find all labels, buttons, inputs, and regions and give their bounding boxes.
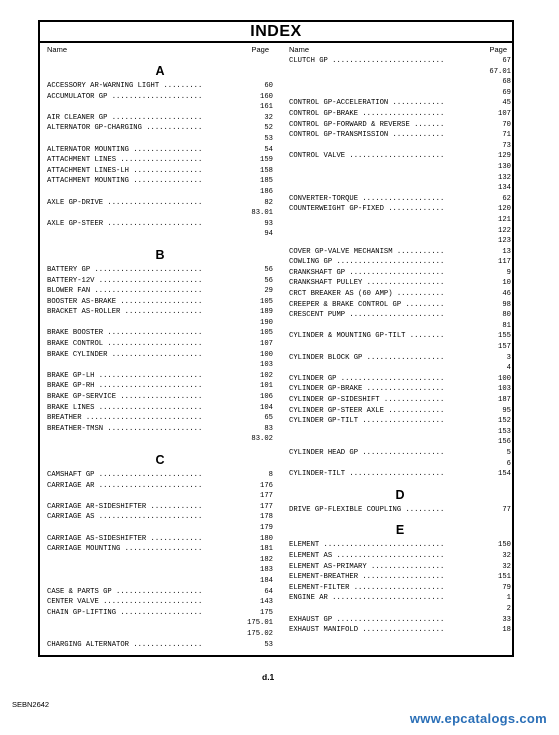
entry-page: 123 xyxy=(498,237,511,246)
name-header: Name xyxy=(47,45,68,54)
column-header xyxy=(289,44,511,56)
entry-page: 79 xyxy=(502,583,511,592)
entry-page: 175.02 xyxy=(247,629,273,638)
entry-name: COWLING GP ......................... xyxy=(289,258,445,267)
entry-name: CYLINDER GP-BRAKE .................. xyxy=(289,385,445,394)
entry-page: 132 xyxy=(498,173,511,182)
entry-page: 106 xyxy=(260,393,273,402)
entry-page: 122 xyxy=(498,226,511,235)
entry-page: 83.02 xyxy=(251,435,273,444)
entry-name: CASE & PARTS GP .................... xyxy=(47,587,203,596)
index-entry xyxy=(47,381,273,392)
entry-name: ALTERNATOR GP-CHARGING ............. xyxy=(47,124,203,133)
entry-page: 157 xyxy=(498,343,511,352)
entry-name: AXLE GP-DRIVE ...................... xyxy=(47,198,203,207)
entry-name: CYLINDER GP ........................ xyxy=(289,374,445,383)
index-entry xyxy=(289,56,511,67)
entry-name: ATTACHMENT LINES ................... xyxy=(47,156,203,165)
index-entry xyxy=(47,629,273,640)
index-entry xyxy=(47,229,273,240)
entry-name: EXHAUST MANIFOLD ................... xyxy=(289,626,445,635)
entry-name: DRIVE GP-FLEXIBLE COUPLING ......... xyxy=(289,505,445,514)
index-entry xyxy=(289,278,511,289)
index-entry xyxy=(47,544,273,555)
entry-page: 62 xyxy=(502,194,511,203)
entry-page: 29 xyxy=(264,287,273,296)
entry-page: 33 xyxy=(502,615,511,624)
page-number: d.1 xyxy=(262,672,275,682)
entry-page: 182 xyxy=(260,555,273,564)
entry-page: 152 xyxy=(498,417,511,426)
entry-name: CONTROL GP-ACCELERATION ............ xyxy=(289,99,445,108)
entry-page: 180 xyxy=(260,534,273,543)
entry-page: 5 xyxy=(506,448,511,457)
index-entry xyxy=(289,469,511,480)
entry-page: 100 xyxy=(498,374,511,383)
index-entry xyxy=(289,505,511,516)
entry-page: 151 xyxy=(498,573,511,582)
entry-page: 52 xyxy=(264,124,273,133)
index-entry xyxy=(47,318,273,329)
index-frame xyxy=(38,20,514,657)
entry-page: 56 xyxy=(264,276,273,285)
entry-name: BLOWER FAN ......................... xyxy=(47,287,203,296)
entry-name: CAMSHAFT GP ........................ xyxy=(47,471,203,479)
entry-name: CONTROL GP-FORWARD & REVERSE ....... xyxy=(289,120,445,129)
entry-page: 60 xyxy=(264,82,273,90)
index-entry xyxy=(47,392,273,403)
entry-name: BREATHER ........................... xyxy=(47,414,203,423)
entry-name: ALTERNATOR MOUNTING ................ xyxy=(47,145,203,154)
entry-name: ELEMENT-BREATHER ................... xyxy=(289,573,445,582)
entry-name: ELEMENT AS ......................... xyxy=(289,551,445,560)
entry-name: CRESCENT PUMP ...................... xyxy=(289,311,445,320)
index-entry xyxy=(47,470,273,481)
index-entry xyxy=(289,173,511,184)
entry-name: CARRIAGE MOUNTING .................. xyxy=(47,545,203,554)
entry-page: 177 xyxy=(260,502,273,511)
entry-name: BRAKE LINES ........................ xyxy=(47,403,203,412)
index-entry xyxy=(289,109,511,120)
index-entry xyxy=(289,204,511,215)
index-entry xyxy=(289,625,511,636)
index-entry xyxy=(47,555,273,566)
entry-page: 183 xyxy=(260,566,273,575)
entry-name: BRAKE CYLINDER ..................... xyxy=(47,350,203,359)
entry-name: ACCESSORY AR-WARNING LIGHT ......... xyxy=(47,82,203,90)
entry-page: 177 xyxy=(260,492,273,501)
index-entry xyxy=(289,215,511,226)
entry-page: 121 xyxy=(498,215,511,224)
entry-page: 156 xyxy=(498,438,511,447)
entry-page: 67.01 xyxy=(489,67,511,76)
entry-name: EXHAUST GP ......................... xyxy=(289,615,445,624)
index-entry xyxy=(47,113,273,124)
index-entry xyxy=(47,502,273,513)
index-entry xyxy=(289,384,511,395)
index-entry xyxy=(289,321,511,332)
index-entry xyxy=(289,247,511,258)
entry-name: CYLINDER BLOCK GP .................. xyxy=(289,353,445,362)
entry-name: CHAIN GP-LIFTING ................... xyxy=(47,608,203,617)
entry-name: ATTACHMENT MOUNTING ................ xyxy=(47,177,203,186)
index-column-left xyxy=(47,44,273,650)
entry-name: BOOSTER AS-BRAKE ................... xyxy=(47,297,203,306)
entry-page: 56 xyxy=(264,265,273,274)
index-entry xyxy=(47,565,273,576)
entry-page: 2 xyxy=(506,604,511,613)
entry-name: CYLINDER GP-TILT ................... xyxy=(289,417,445,426)
entry-page: 67 xyxy=(502,57,511,65)
entry-page: 107 xyxy=(498,109,511,118)
index-entry xyxy=(47,286,273,297)
index-entry xyxy=(289,572,511,583)
entry-name: CRANKSHAFT GP ...................... xyxy=(289,268,445,277)
entry-page: 83 xyxy=(264,424,273,433)
entry-page: 32 xyxy=(264,113,273,122)
index-entry xyxy=(47,512,273,523)
entry-page: 153 xyxy=(498,427,511,436)
entry-page: 98 xyxy=(502,300,511,309)
index-entry xyxy=(47,145,273,156)
section-letter: D xyxy=(395,487,405,502)
entry-page: 8 xyxy=(268,471,273,479)
entry-page: 158 xyxy=(260,166,273,175)
entry-name: CARRIAGE AR ........................ xyxy=(47,481,203,490)
entry-page: 68 xyxy=(502,78,511,87)
index-entry xyxy=(289,583,511,594)
entry-page: 159 xyxy=(260,156,273,165)
index-entry xyxy=(47,424,273,435)
index-entry xyxy=(47,307,273,318)
index-list-right xyxy=(289,56,511,636)
entry-page: 65 xyxy=(264,414,273,423)
entry-name: CONVERTER-TORQUE ................... xyxy=(289,194,445,203)
index-entry xyxy=(289,437,511,448)
entry-name: CARRIAGE AR-SIDESHIFTER ............ xyxy=(47,502,203,511)
index-entry xyxy=(47,166,273,177)
entry-name: BRACKET AS-ROLLER .................. xyxy=(47,308,203,317)
entry-page: 100 xyxy=(260,350,273,359)
index-entry xyxy=(47,265,273,276)
index-entry xyxy=(289,353,511,364)
index-entry xyxy=(289,130,511,141)
index-entry xyxy=(47,608,273,619)
entry-name: CONTROL GP-TRANSMISSION ............ xyxy=(289,131,445,140)
entry-page: 18 xyxy=(502,626,511,635)
entry-page: 54 xyxy=(264,145,273,154)
entry-page: 82 xyxy=(264,198,273,207)
entry-page: 130 xyxy=(498,162,511,171)
entry-page: 161 xyxy=(260,103,273,112)
index-entry xyxy=(47,81,273,92)
index-entry xyxy=(289,151,511,162)
index-entry xyxy=(47,413,273,424)
entry-name: ELEMENT AS-PRIMARY ................. xyxy=(289,562,445,571)
index-entry xyxy=(47,176,273,187)
entry-page: 1 xyxy=(506,594,511,603)
index-entry xyxy=(289,98,511,109)
entry-page: 32 xyxy=(502,562,511,571)
index-entry xyxy=(289,615,511,626)
entry-name: CYLINDER GP-STEER AXLE ............. xyxy=(289,406,445,415)
entry-name: BATTERY-12V ........................ xyxy=(47,276,203,285)
entry-page: 77 xyxy=(502,505,511,514)
entry-name: CARRIAGE AS ........................ xyxy=(47,513,203,522)
index-entry xyxy=(289,77,511,88)
index-entry xyxy=(47,491,273,502)
index-entry xyxy=(47,587,273,598)
entry-page: 81 xyxy=(502,321,511,330)
index-entry xyxy=(289,88,511,99)
entry-page: 94 xyxy=(264,230,273,239)
entry-name: CENTER VALVE ....................... xyxy=(47,598,203,607)
entry-page: 105 xyxy=(260,297,273,306)
entry-page: 70 xyxy=(502,120,511,129)
entry-name: BATTERY GP ......................... xyxy=(47,265,203,274)
entry-name: BRAKE BOOSTER ...................... xyxy=(47,329,203,338)
entry-name: CYLINDER GP-SIDESHIFT .............. xyxy=(289,396,445,404)
entry-page: 129 xyxy=(498,152,511,161)
entry-page: 184 xyxy=(260,576,273,585)
index-entry xyxy=(289,194,511,205)
index-entry xyxy=(289,310,511,321)
entry-page: 185 xyxy=(260,177,273,186)
entry-name: BRAKE GP-SERVICE ................... xyxy=(47,393,203,402)
index-entry xyxy=(47,198,273,209)
index-entry xyxy=(47,155,273,166)
index-entry xyxy=(47,297,273,308)
entry-page: 9 xyxy=(506,268,511,277)
entry-name: ELEMENT-FILTER ..................... xyxy=(289,583,445,592)
entry-name: COVER GP-VALVE MECHANISM ........... xyxy=(289,247,445,256)
index-entry xyxy=(47,92,273,103)
index-entry xyxy=(289,331,511,342)
index-entry xyxy=(47,597,273,608)
index-entry xyxy=(289,257,511,268)
index-entry xyxy=(289,342,511,353)
entry-page: 6 xyxy=(506,459,511,468)
entry-page: 83.01 xyxy=(251,209,273,218)
column-header xyxy=(47,44,273,56)
name-header: Name xyxy=(289,45,310,54)
index-entry xyxy=(47,187,273,198)
index-entry xyxy=(47,102,273,113)
index-entry xyxy=(47,276,273,287)
entry-name: COUNTERWEIGHT GP-FIXED ............. xyxy=(289,205,445,214)
index-list-left xyxy=(47,56,273,650)
entry-name: CRCT BREAKER AS (60 AMP) ........... xyxy=(289,290,445,299)
entry-page: 175 xyxy=(260,608,273,617)
index-entry xyxy=(47,123,273,134)
entry-page: 103 xyxy=(260,361,273,370)
index-entry xyxy=(289,289,511,300)
index-entry xyxy=(47,350,273,361)
index-entry xyxy=(289,374,511,385)
index-entry xyxy=(289,540,511,551)
index-entry xyxy=(289,416,511,427)
entry-page: 69 xyxy=(502,88,511,97)
index-entry xyxy=(289,162,511,173)
entry-page: 95 xyxy=(502,406,511,415)
index-entry xyxy=(47,534,273,545)
entry-page: 64 xyxy=(264,587,273,596)
entry-page: 117 xyxy=(498,258,511,267)
entry-page: 175.01 xyxy=(247,619,273,628)
entry-page: 32 xyxy=(502,551,511,560)
entry-page: 187 xyxy=(498,396,511,404)
entry-page: 3 xyxy=(506,353,511,362)
entry-page: 105 xyxy=(260,329,273,338)
index-entry xyxy=(289,236,511,247)
index-entry xyxy=(47,523,273,534)
entry-page: 190 xyxy=(260,318,273,327)
index-entry xyxy=(289,67,511,78)
document-code: SEBN2642 xyxy=(12,700,50,709)
index-entry xyxy=(47,134,273,145)
entry-page: 46 xyxy=(502,290,511,299)
index-entry xyxy=(47,640,273,651)
entry-page: 10 xyxy=(502,279,511,288)
index-entry xyxy=(47,576,273,587)
entry-page: 143 xyxy=(260,598,273,607)
entry-page: 181 xyxy=(260,545,273,554)
entry-page: 160 xyxy=(260,92,273,101)
entry-page: 73 xyxy=(502,141,511,150)
entry-page: 189 xyxy=(260,308,273,317)
entry-name: CLUTCH GP .......................... xyxy=(289,57,445,65)
index-entry xyxy=(47,360,273,371)
entry-page: 179 xyxy=(260,523,273,532)
entry-name: CYLINDER-TILT ...................... xyxy=(289,470,445,479)
entry-name: CONTROL VALVE ...................... xyxy=(289,152,445,161)
index-entry xyxy=(289,363,511,374)
index-entry xyxy=(289,120,511,131)
index-entry xyxy=(289,141,511,152)
page-header: Page xyxy=(489,45,507,54)
index-entry xyxy=(47,339,273,350)
entry-page: 45 xyxy=(502,99,511,108)
entry-page: 80 xyxy=(502,311,511,320)
entry-name: CARRIAGE AS-SIDESHIFTER ............ xyxy=(47,534,203,543)
page-header: Page xyxy=(251,45,269,54)
entry-page: 134 xyxy=(498,184,511,193)
entry-page: 101 xyxy=(260,382,273,391)
entry-name: CHARGING ALTERNATOR ................ xyxy=(47,640,203,649)
entry-page: 71 xyxy=(502,131,511,140)
entry-name: CONTROL GP-BRAKE ................... xyxy=(289,109,445,118)
entry-page: 154 xyxy=(498,470,511,479)
entry-name: ATTACHMENT LINES-LH ................ xyxy=(47,166,203,175)
index-entry xyxy=(47,618,273,629)
entry-page: 107 xyxy=(260,340,273,349)
section-letter: C xyxy=(155,453,165,467)
index-entry xyxy=(289,448,511,459)
entry-page: 176 xyxy=(260,481,273,490)
section-letter: A xyxy=(155,64,165,78)
index-entry xyxy=(47,371,273,382)
entry-page: 53 xyxy=(264,134,273,143)
entry-page: 103 xyxy=(498,385,511,394)
entry-name: BRAKE GP-LH ........................ xyxy=(47,371,203,380)
page-title: INDEX xyxy=(40,22,512,43)
section-letter: E xyxy=(395,523,405,538)
section-letter: B xyxy=(155,247,165,262)
entry-page: 186 xyxy=(260,187,273,196)
entry-name: ACCUMULATOR GP ..................... xyxy=(47,92,203,101)
entry-name: BRAKE GP-RH ........................ xyxy=(47,382,203,391)
entry-name: CRANKSHAFT PULLEY .................. xyxy=(289,279,445,288)
index-entry xyxy=(289,604,511,615)
entry-name: BRAKE CONTROL ...................... xyxy=(47,340,203,349)
index-entry xyxy=(47,208,273,219)
entry-page: 4 xyxy=(506,364,511,373)
entry-page: 53 xyxy=(264,640,273,649)
index-entry xyxy=(289,268,511,279)
index-entry xyxy=(289,406,511,417)
index-entry xyxy=(289,459,511,470)
index-column-right xyxy=(289,44,511,636)
entry-name: AXLE GP-STEER ...................... xyxy=(47,219,203,228)
entry-name: AIR CLEANER GP ..................... xyxy=(47,113,203,122)
entry-page: 104 xyxy=(260,403,273,412)
entry-page: 178 xyxy=(260,513,273,522)
entry-page: 155 xyxy=(498,332,511,341)
index-entry xyxy=(289,551,511,562)
index-entry xyxy=(289,562,511,573)
entry-page: 93 xyxy=(264,219,273,228)
entry-page: 120 xyxy=(498,205,511,214)
entry-name: CYLINDER HEAD GP ................... xyxy=(289,448,445,457)
entry-name: ENGINE AR .......................... xyxy=(289,594,445,603)
index-entry xyxy=(289,226,511,237)
entry-page: 150 xyxy=(498,541,511,550)
index-entry xyxy=(47,219,273,230)
entry-name: BREATHER-TMSN ...................... xyxy=(47,424,203,433)
index-entry xyxy=(47,434,273,445)
index-entry xyxy=(47,481,273,492)
index-entry xyxy=(289,593,511,604)
entry-page: 102 xyxy=(260,371,273,380)
index-entry xyxy=(289,427,511,438)
entry-name: CYLINDER & MOUNTING GP-TILT ........ xyxy=(289,332,445,341)
entry-name: ELEMENT ............................ xyxy=(289,541,445,550)
index-entry xyxy=(47,328,273,339)
entry-page: 13 xyxy=(502,247,511,256)
index-entry xyxy=(289,395,511,406)
watermark: www.epcatalogs.com xyxy=(409,711,547,726)
index-entry xyxy=(289,300,511,311)
index-entry xyxy=(47,403,273,414)
entry-name: CREEPER & BRAKE CONTROL GP ......... xyxy=(289,300,445,309)
index-entry xyxy=(289,183,511,194)
